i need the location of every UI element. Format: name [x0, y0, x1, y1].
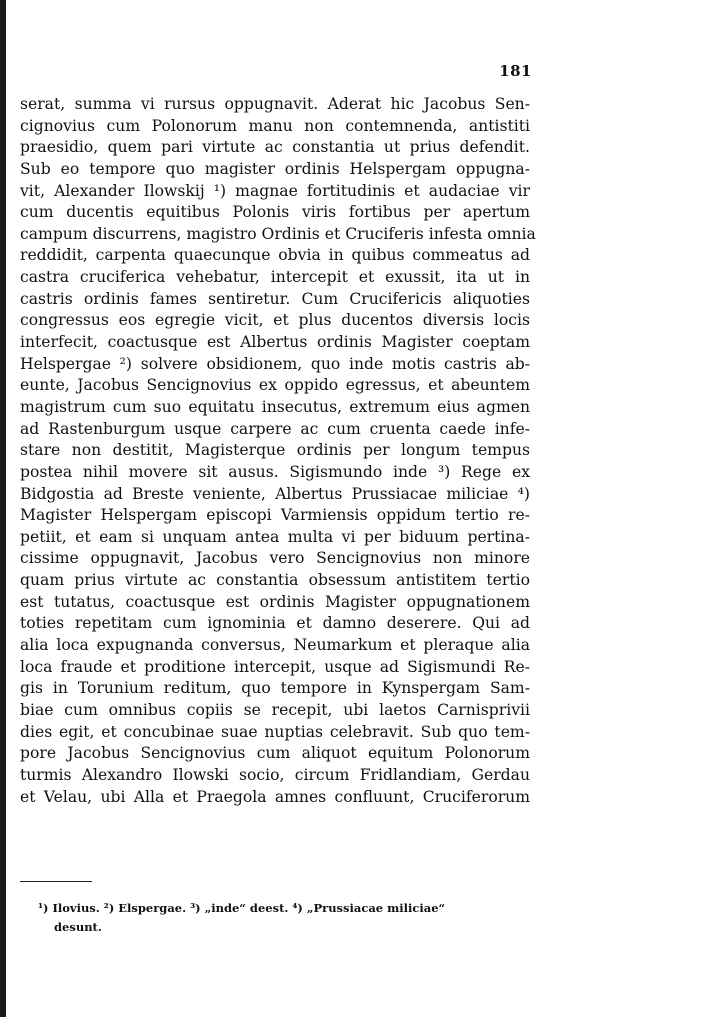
text-line: turmis Alexandro Ilowski socio, circum Fridlandiam, Gerdau	[20, 765, 530, 784]
text-line: petiit, et eam si unquam antea multa vi per biduum pertina-	[20, 527, 530, 546]
text-line: interfecit, coactusque est Albertus ordinis Magister coeptam	[20, 333, 530, 352]
text-line: eunte, Jacobus Sencignovius ex oppido egressus, et abeuntem	[20, 376, 530, 395]
text-line: magistrum cum suo equitatu insecutus, extremum eius agmen	[20, 397, 530, 416]
text-line: serat, summa vi rursus oppugnavit. Aderat hic Jacobus Sen-	[20, 95, 530, 113]
page-binding-edge	[0, 0, 6, 1017]
text-line: ad Rastenburgum usque carpere ac cum cruenta caede infe-	[20, 419, 530, 438]
text-line: gis in Torunium reditum, quo tempore in Kynspergam Sam-	[20, 679, 530, 698]
text-line: biae cum omnibus copiis se recepit, ubi laetos Carnisprivii	[20, 700, 530, 719]
text-line: cissime oppugnavit, Jacobus vero Sencignovius non minore	[20, 549, 530, 568]
text-line: Magister Helspergam episcopi Varmiensis oppidum tertio re-	[20, 506, 530, 525]
text-line: praesidio, quem pari virtute ac constantia ut prius defendit.	[20, 138, 530, 157]
page-number: 181	[499, 62, 532, 80]
text-line: Helspergae ²) solvere obsidionem, quo inde motis castris ab-	[20, 354, 530, 373]
text-line: castra cruciferica vehebatur, intercepit et exussit, ita ut in	[20, 268, 530, 287]
text-line: congressus eos egregie vicit, et plus ducentos diversis locis	[20, 311, 530, 330]
text-line: pore Jacobus Sencignovius cum aliquot equitum Polonorum	[20, 744, 530, 763]
text-line: cum ducentis equitibus Polonis viris fortibus per apertum	[20, 203, 530, 222]
text-line: alia loca expugnanda conversus, Neumarkum et pleraque alia	[20, 636, 530, 655]
text-line: postea nihil movere sit ausus. Sigismundo inde ³) Rege ex	[20, 462, 530, 481]
footnote-divider	[20, 881, 92, 882]
body-text	[20, 94, 536, 808]
text-line: stare non destitit, Magisterque ordinis per longum tempus	[20, 441, 530, 460]
text-line: dies egit, et concubinae suae nuptias celebravit. Sub quo tem-	[20, 722, 530, 741]
text-line: campum discurrens, magistro Ordinis et Cruciferis infesta omnia	[20, 224, 536, 243]
text-line: toties repetitam cum ignominia et damno deserere. Qui ad	[20, 614, 530, 633]
footnote-line: desunt.	[54, 920, 102, 934]
text-line: cignovius cum Polonorum manu non contemnenda, antistiti	[20, 116, 530, 135]
text-line: est tutatus, coactusque est ordinis Magister oppugnationem	[20, 592, 530, 611]
text-line: quam prius virtute ac constantia obsessum antistitem tertio	[20, 571, 530, 590]
footnote-line: ¹) Ilovius. ²) Elspergae. ³) „inde“ deest. ⁴) „Prussiacae miliciae“	[38, 901, 446, 915]
text-line: reddidit, carpenta quaecunque obvia in quibus commeatus ad	[20, 246, 530, 265]
text-line: Bidgostia ad Breste veniente, Albertus Prussiacae miliciae ⁴)	[20, 484, 530, 503]
text-line: vit, Alexander Ilowskij ¹) magnae fortitudinis et audaciae vir	[20, 181, 530, 200]
text-line: Sub eo tempore quo magister ordinis Helspergam oppugna-	[20, 159, 530, 178]
footnotes	[38, 899, 530, 937]
text-line: loca fraude et proditione intercepit, usque ad Sigismundi Re-	[20, 657, 530, 676]
text-line: castris ordinis fames sentiretur. Cum Crucifericis aliquoties	[20, 289, 530, 308]
text-line: et Velau, ubi Alla et Praegola amnes confluunt, Cruciferorum	[20, 787, 530, 806]
